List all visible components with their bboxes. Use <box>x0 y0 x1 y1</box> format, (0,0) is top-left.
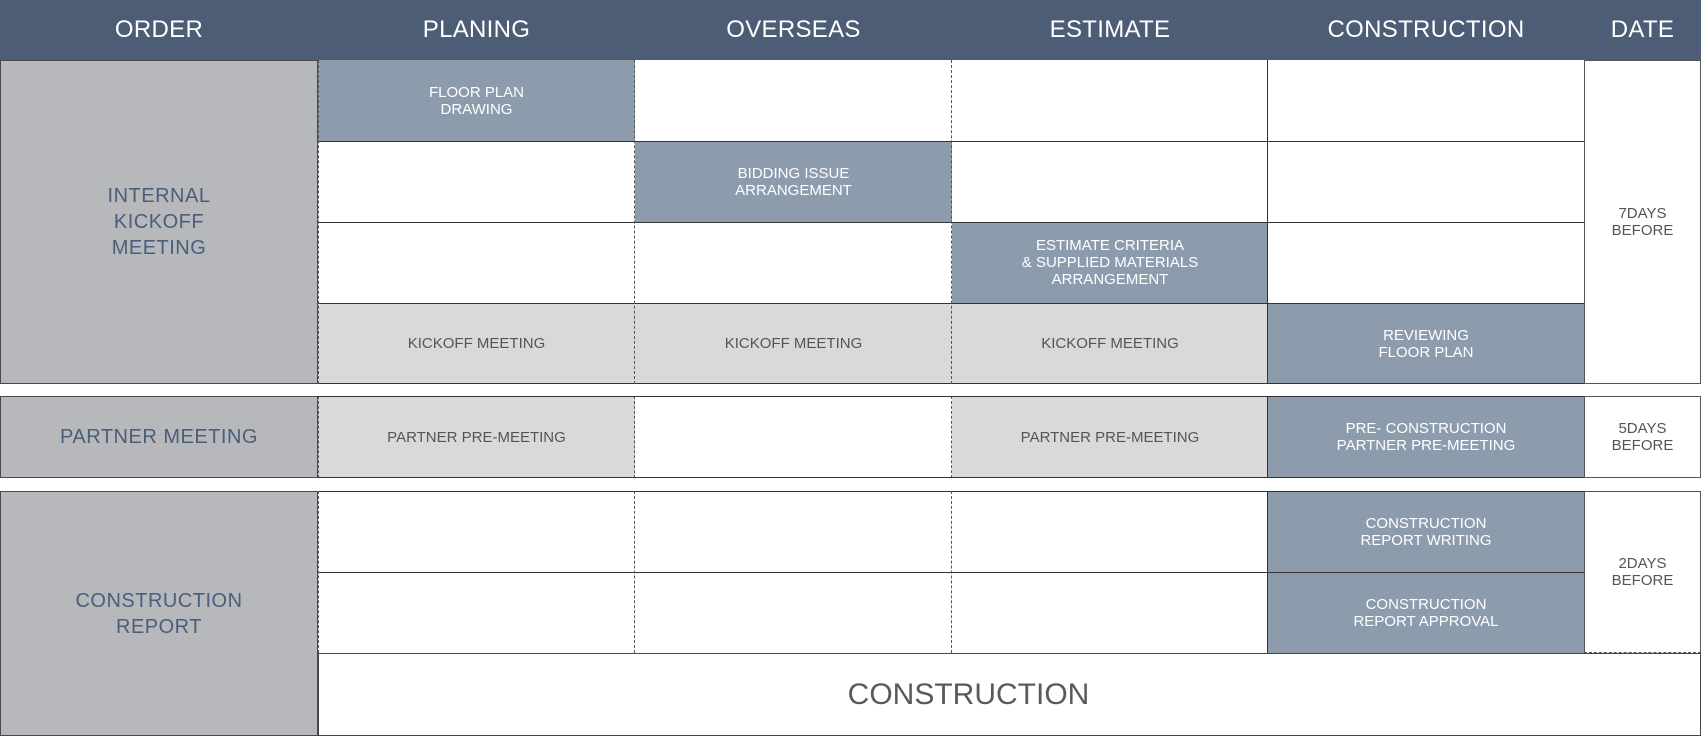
internal-date-text: 7DAYS BEFORE <box>1611 205 1674 239</box>
partner-meeting-label: PARTNER MEETING <box>0 396 318 478</box>
grid-line <box>634 60 635 384</box>
construction-bar-label: CONSTRUCTION <box>847 677 1090 711</box>
partner-date-text: 5DAYS BEFORE <box>1611 420 1674 454</box>
grid-line <box>1267 396 1268 478</box>
bidding-issue-cell: BIDDING ISSUE ARRANGEMENT <box>635 141 952 222</box>
header-order: ORDER <box>114 16 204 43</box>
construction-report-label: CONSTRUCTION REPORT <box>0 491 318 736</box>
internal-kickoff-label: INTERNAL KICKOFF MEETING <box>0 60 318 384</box>
kickoff-meeting-estimate-cell: KICKOFF MEETING <box>952 303 1268 384</box>
construction-report-approval-cell: CONSTRUCTION REPORT APPROVAL <box>1268 572 1584 653</box>
grid-line <box>1267 60 1268 384</box>
header-date: DATE <box>1610 16 1675 43</box>
estimate-criteria-cell: ESTIMATE CRITERIA & SUPPLIED MATERIALS ARRANGEMENT <box>952 222 1268 303</box>
report-date-text: 2DAYS BEFORE <box>1611 555 1674 589</box>
header-estimate: ESTIMATE <box>1049 16 1171 43</box>
construction-report-writing-cell: CONSTRUCTION REPORT WRITING <box>1268 491 1584 572</box>
partner-overseas-empty-cell <box>635 396 952 478</box>
grid-line <box>634 396 635 478</box>
kickoff-meeting-planing-cell: KICKOFF MEETING <box>318 303 635 384</box>
header-overseas: OVERSEAS <box>726 16 861 43</box>
grid-line <box>318 396 1584 397</box>
grid-line <box>951 396 952 478</box>
kickoff-meeting-overseas-cell: KICKOFF MEETING <box>635 303 952 384</box>
partner-pre-meeting-estimate-cell: PARTNER PRE-MEETING <box>952 396 1268 478</box>
header-construction: CONSTRUCTION <box>1327 16 1525 43</box>
grid-line <box>318 396 319 478</box>
header-planing: PLANING <box>422 16 531 43</box>
grid-line <box>951 60 952 384</box>
pre-construction-partner-cell: PRE- CONSTRUCTION PARTNER PRE-MEETING <box>1268 396 1584 478</box>
grid-line <box>318 60 319 384</box>
floor-plan-drawing-cell: FLOOR PLAN DRAWING <box>318 60 635 141</box>
grid-line <box>318 491 319 653</box>
partner-pre-meeting-planing-cell: PARTNER PRE-MEETING <box>318 396 635 478</box>
grid-line <box>951 491 952 653</box>
grid-line <box>634 491 635 653</box>
grid-line <box>318 477 1584 478</box>
grid-line <box>1267 491 1268 653</box>
reviewing-floor-plan-cell: REVIEWING FLOOR PLAN <box>1268 303 1584 384</box>
